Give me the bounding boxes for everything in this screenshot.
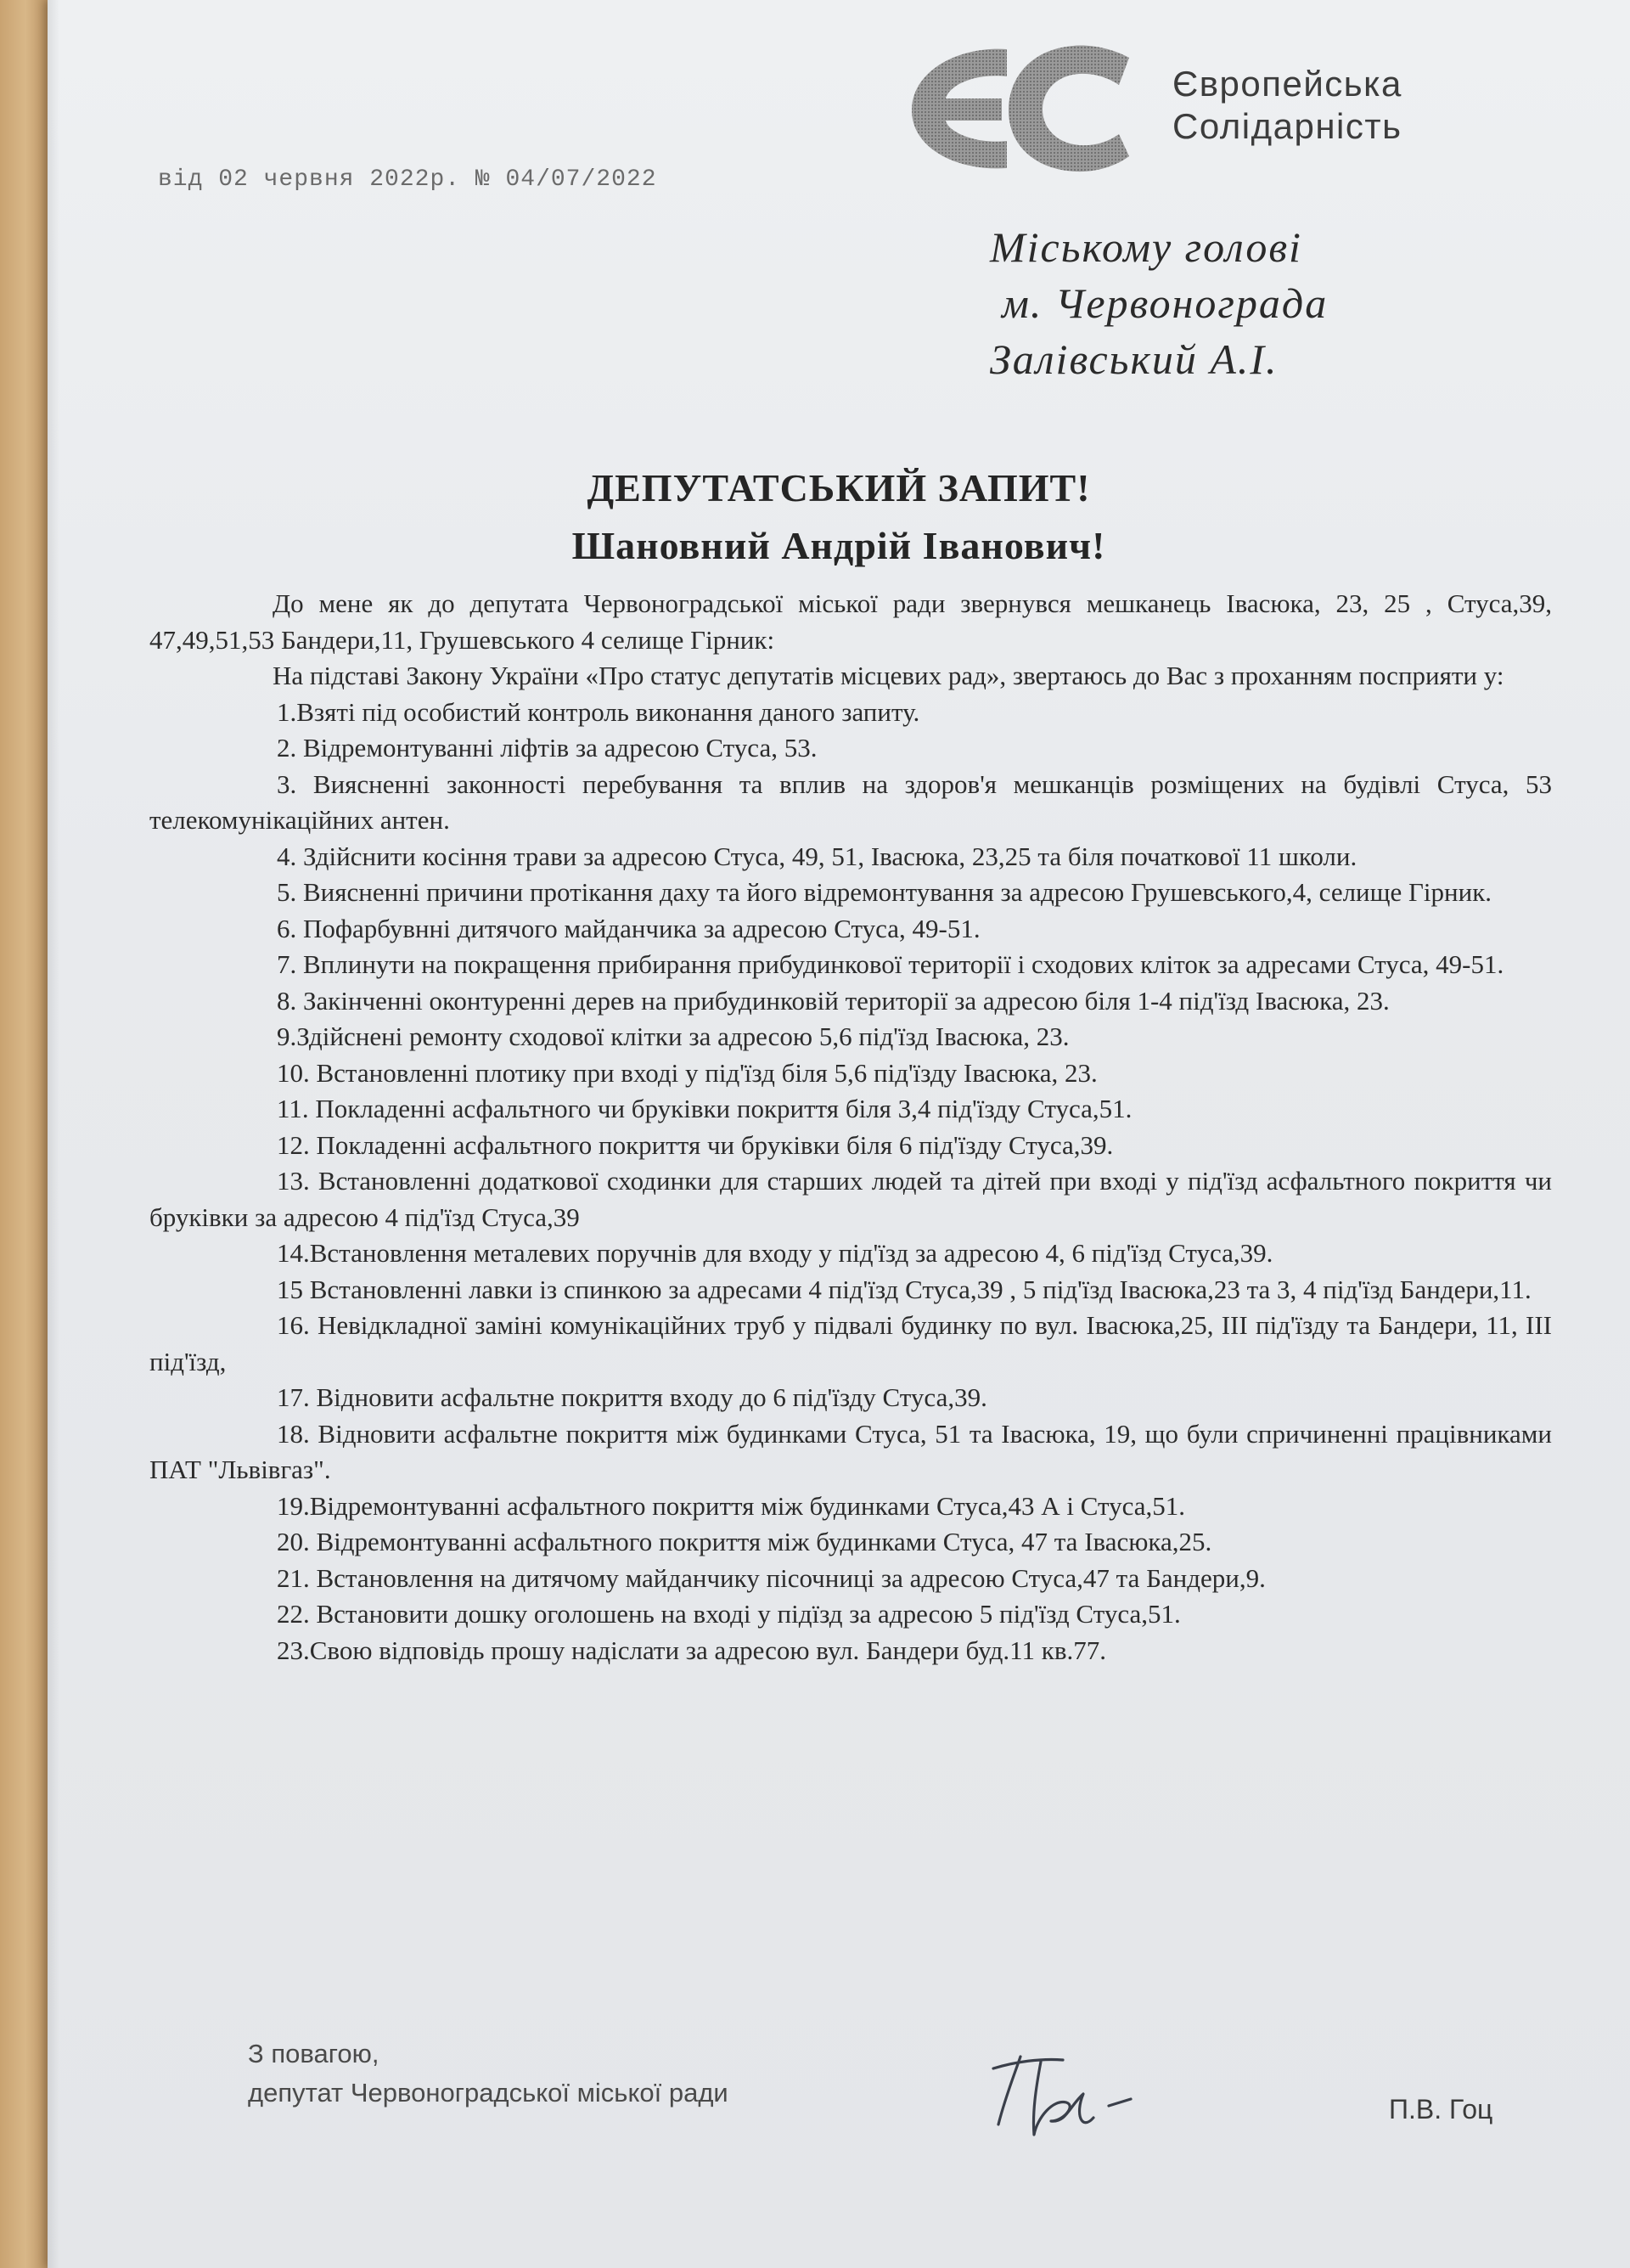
request-item: 16. Невідкладної заміні комунікаційних труб у підвалі будинку по вул. Івасюка,25, ІІІ під'їзду та Бандери, 11, ІІІ під'їзд, [149,1310,1552,1376]
party-name-line-2: Солідарність [1172,106,1402,146]
addressee-line-3: Залівський А.І. [990,335,1279,383]
request-item: 1.Взяті під особистий контроль виконання даного запиту. [277,696,920,727]
request-item: 3. Виясненні законності перебування та вплив на здоров'я мешканців розміщених на будівлі Стуса, 53 телекомунікаційних антен. [149,768,1552,835]
addressee-line-1: Міському голові [990,223,1302,271]
intro-paragraph: До мене як до депутата Червоноградської міської ради звернувся мешканець Івасюка, 23, 25 , Стуса,39, 47,49,51,53 Бандери,11, Грушевського 4 селище Гірник: [149,588,1552,655]
page-edge-shadow [48,0,59,2268]
party-name [1172,63,1402,148]
addressee-line-2: м. Червонограда [1002,279,1329,327]
request-item: 19.Відремонтуванні асфальтного покриття між будинками Стуса,43 А і Стуса,51. [277,1490,1186,1521]
closing-block [248,2034,728,2113]
basis-paragraph: На підставі Закону України «Про статус депутатів місцевих рад», звертаюсь до Вас з проханням посприяти у: [273,661,1504,690]
request-item: 10. Встановленні плотику при вході у під'їзд біля 5,6 під'їзду Івасюка, 23. [277,1057,1098,1088]
request-item: 4. Здійснити косіння трави за адресою Стуса, 49, 51, Івасюка, 23,25 та біля початкової 11 школи. [277,841,1357,871]
handwritten-signature [981,2046,1143,2148]
request-item: 2. Відремонтуванні ліфтів за адресою Стуса, 53. [277,733,818,763]
document-reference: від 02 червня 2022р. № 04/07/2022 [158,166,657,193]
signer-name: П.В. Гоц [1389,2094,1493,2124]
document-body [149,586,1552,1669]
document-page [48,0,1630,2268]
request-item: 17. Відновити асфальтне покриття входу до 6 під'їзду Стуса,39. [277,1382,987,1412]
request-item: 23.Свою відповідь прошу надіслати за адресою вул. Бандери буд.11 кв.77. [277,1635,1106,1665]
request-item: 21. Встановлення на дитячому майданчику пісочниці за адресою Стуса,47 та Бандери,9. [277,1562,1266,1593]
request-item: 12. Покладенні асфальтного покриття чи бруківки біля 6 під'їзду Стуса,39. [277,1129,1114,1160]
request-item: 8. Закінченні оконтуренні дерев на прибудинковій території за адресою біля 1-4 під'їзд Івасюка, 23. [277,985,1390,1016]
request-item: 15 Встановленні лавки із спинкою за адресами 4 під'їзд Стуса,39 , 5 під'їзд Івасюка,23 та 3, 4 під'їзд Бандери,11. [277,1274,1532,1304]
closing-position: депутат Червоноградської міської ради [248,2078,728,2108]
european-solidarity-logo [907,42,1136,174]
request-item: 13. Встановленні додаткової сходинки для старших людей та дітей при вході у під'їзд асфальтного покриття чи бруківки за адресою 4 під'їзд Стуса,39 [149,1166,1552,1232]
request-item: 5. Виясненні причини протікання даху та його відремонтування за адресою Грушевського,4, селище Гірник. [277,877,1492,907]
request-item: 11. Покладенні асфальтного чи бруківки покриття біля 3,4 під'їзду Стуса,51. [277,1094,1133,1123]
request-item: 6. Пофарбувнні дитячого майданчика за адресою Стуса, 49-51. [277,913,981,943]
request-item: 20. Відремонтуванні асфальтного покриття між будинками Стуса, 47 та Івасюка,25. [277,1527,1212,1556]
closing-regards: З повагою, [248,2039,379,2068]
addressee-block [990,219,1328,387]
request-item: 9.Здійснені ремонту сходової клітки за адресою 5,6 під'їзд Івасюка, 23. [277,1021,1070,1051]
request-item: 18. Відновити асфальтне покриття між будинками Стуса, 51 та Івасюка, 19, що були спричиненні працівниками ПАТ "Львівгаз". [149,1418,1552,1484]
request-item: 14.Встановлення металевих поручнів для входу у під'їзд за адресою 4, 6 під'їзд Стуса,39. [277,1238,1273,1268]
document-title: ДЕПУТАТСЬКИЙ ЗАПИТ! [587,466,1091,509]
party-name-line-1: Європейська [1172,64,1402,104]
request-item: 22. Встановити дошку оголошень на вході у підїзд за адресою 5 під'їзд Стуса,51. [277,1599,1181,1629]
salutation: Шановний Андрій Іванович! [571,524,1106,567]
request-item: 7. Вплинути на покращення прибирання прибудинкової території і сходових кліток за адресами Стуса, 49-51. [277,949,1504,979]
